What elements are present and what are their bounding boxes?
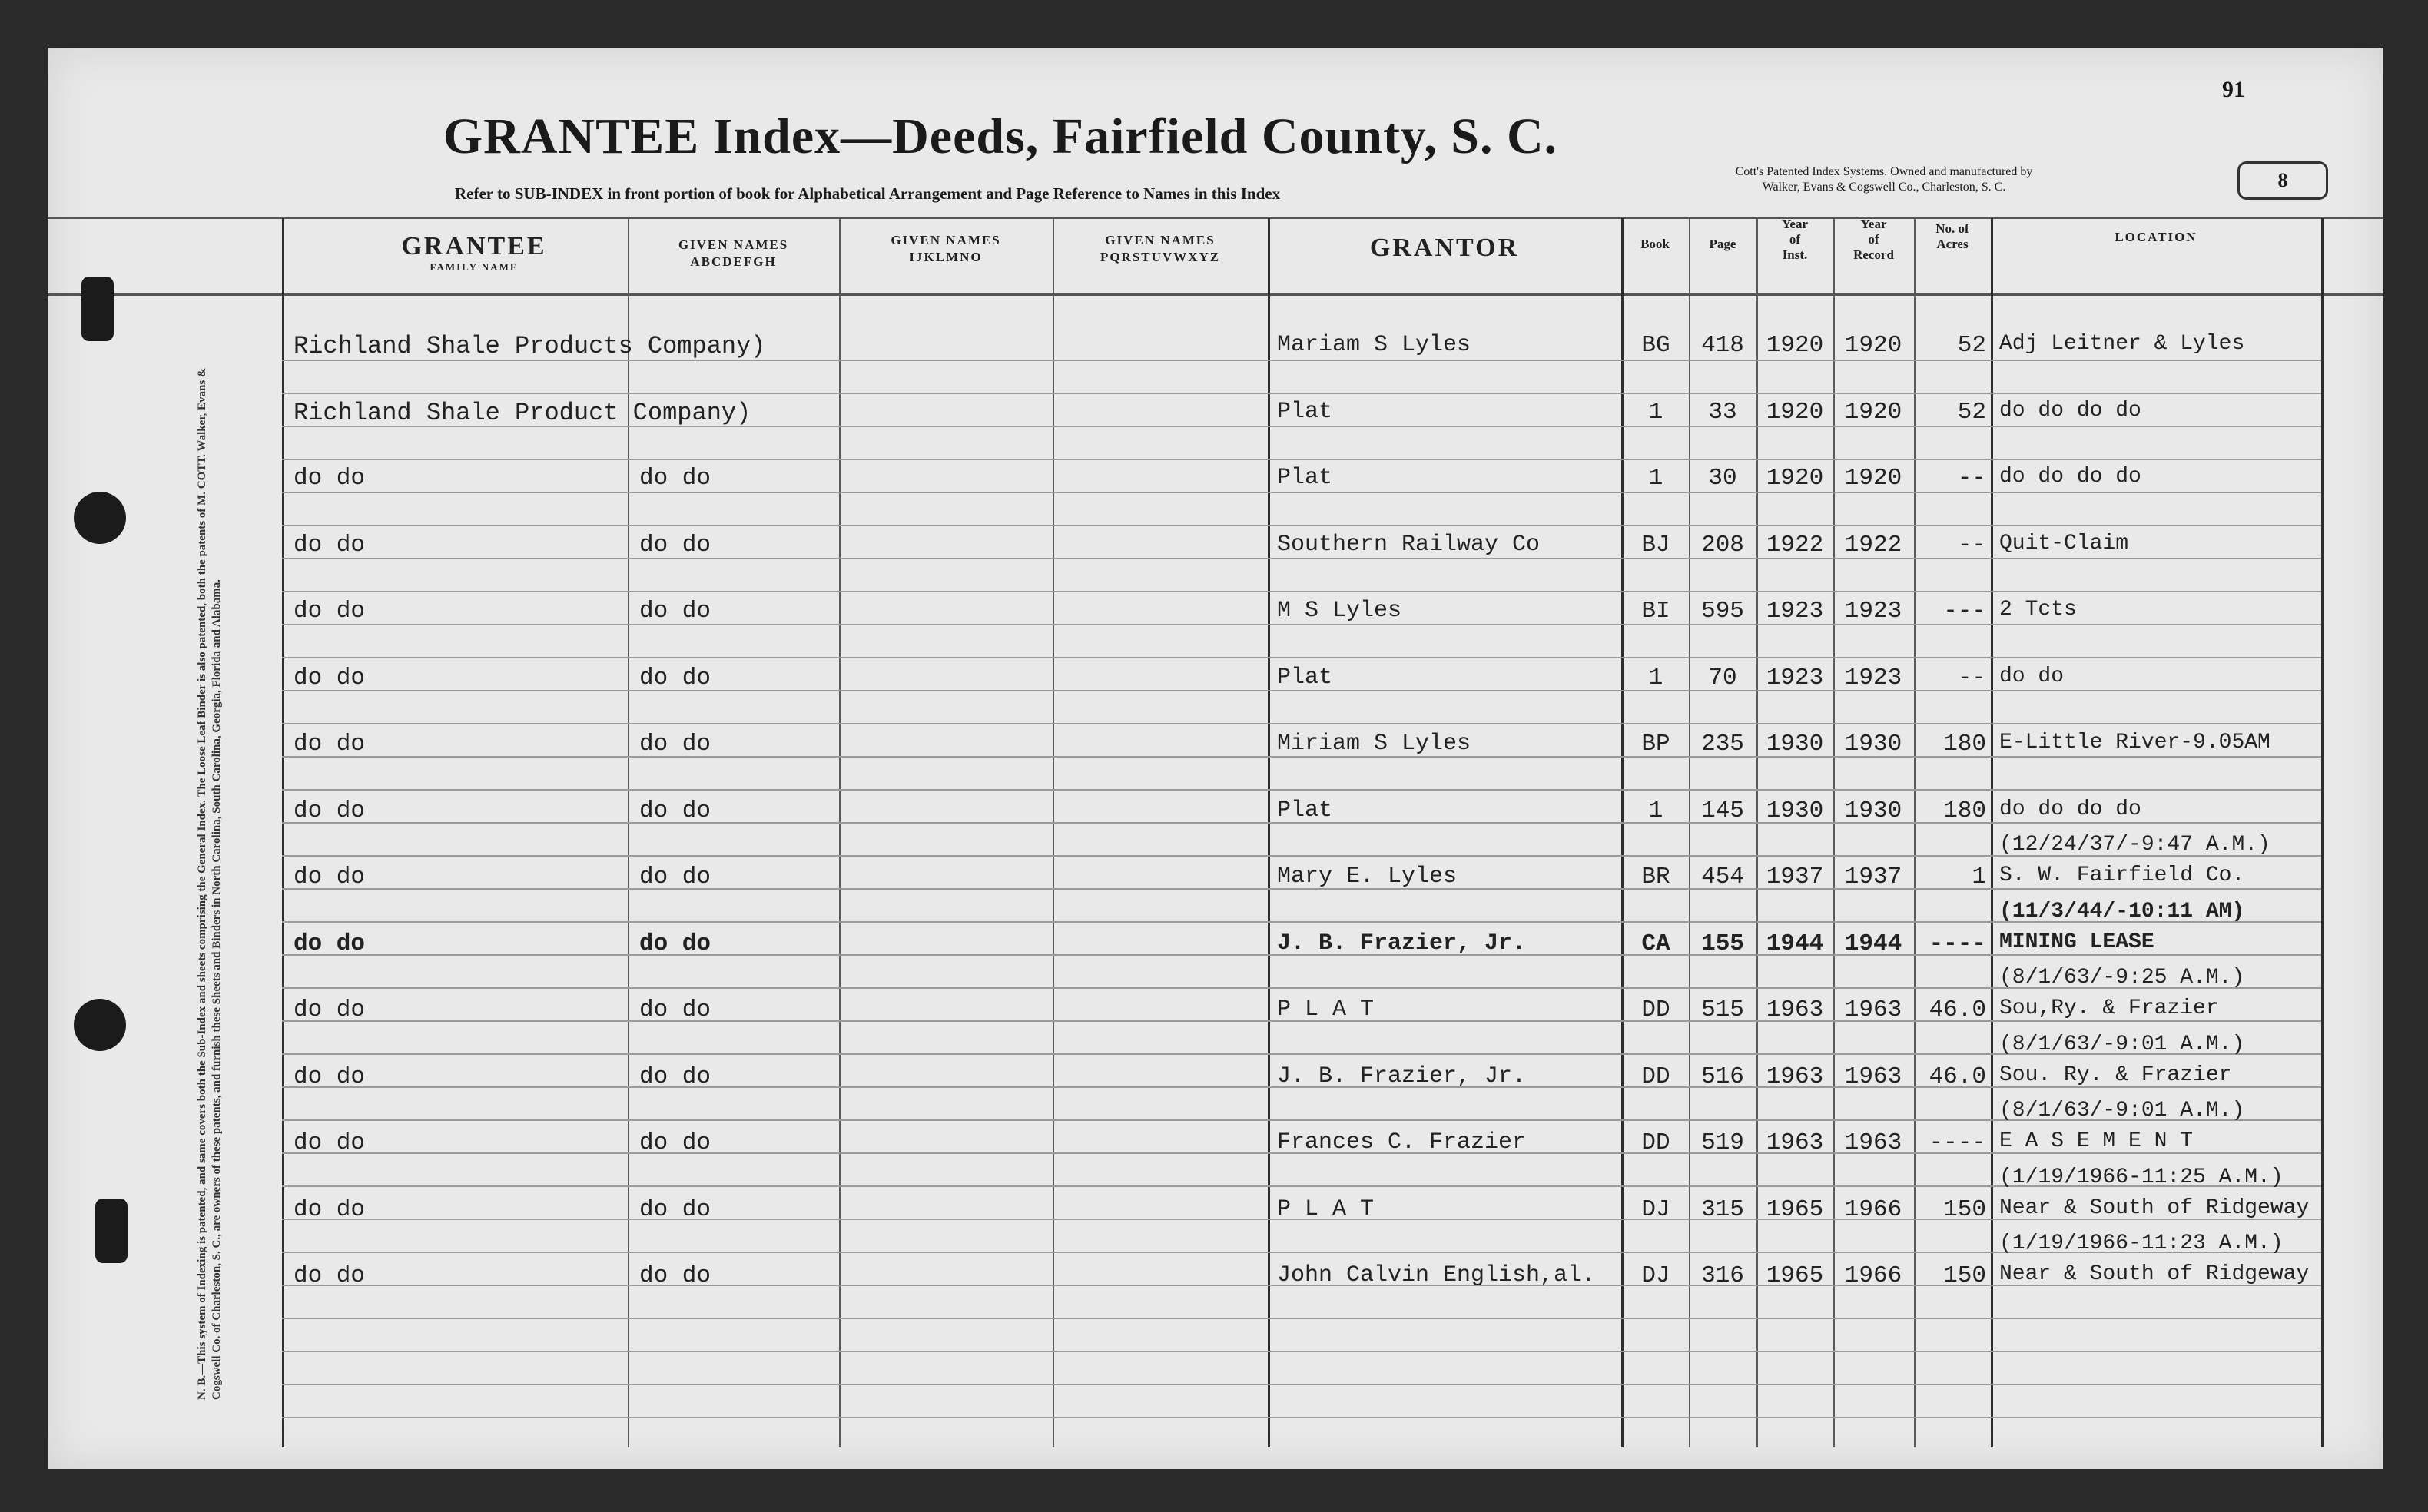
ruled-line [282, 459, 2321, 460]
given-names-label-2: GIVEN NAMES [891, 233, 1001, 247]
acres-cell: 180 [1943, 731, 1986, 758]
acres-line-1: No. of [1935, 221, 1969, 236]
given-names-label-3: GIVEN NAMES [1105, 233, 1216, 247]
grantee-given-cell: do do [639, 864, 711, 890]
location-cell: Quit-Claim [1999, 531, 2129, 555]
given-letters-label-3: PQRSTUVWXYZ [1100, 250, 1221, 264]
year-record-cell: 1922 [1844, 531, 1902, 559]
page-cell: 208 [1701, 531, 1744, 559]
ruled-line [282, 393, 2321, 394]
book-cell: DJ [1641, 1262, 1670, 1289]
grantee-given-cell: do do [639, 930, 711, 957]
location-header: LOCATION [2115, 230, 2197, 244]
col-rule-location [1991, 218, 1993, 1447]
acres-header [1914, 221, 1991, 252]
location-time-cell: (8/1/63/-9:01 A.M.) [1999, 1099, 2245, 1122]
year-inst-cell: 1923 [1766, 598, 1824, 625]
grantor-cell: M S Lyles [1277, 598, 1402, 624]
year-record-cell: 1963 [1844, 1063, 1902, 1090]
location-cell: do do do do [1999, 797, 2141, 821]
year-of-inst-header [1756, 217, 1833, 263]
grantor-cell: Plat [1277, 797, 1333, 824]
year-record-cell: 1966 [1844, 1195, 1902, 1223]
grantee-family-cell: do do [294, 664, 366, 691]
publisher-line-1: Cott's Patented Index Systems. Owned and manufactured by [1735, 165, 2033, 178]
year-inst-cell: 1923 [1766, 664, 1824, 691]
grantee-family-cell: do do [294, 465, 366, 492]
grantee-family-cell: do do [294, 1129, 366, 1156]
book-cell: 1 [1648, 797, 1663, 824]
grantee-given-cell: do do [639, 1262, 711, 1289]
location-time-cell: (11/3/44/-10:11 AM) [1999, 899, 2245, 923]
col-rule-right [2321, 218, 2324, 1447]
acres-cell: 1 [1972, 864, 1986, 890]
year-record-line-1: Year [1860, 217, 1887, 231]
book-cell: DD [1641, 996, 1670, 1023]
ruled-line [282, 1417, 2321, 1418]
grantor-cell: Mary E. Lyles [1277, 864, 1458, 890]
col-rule-given3 [1053, 218, 1054, 1447]
location-cell: do do do do [1999, 465, 2141, 489]
book-cell: 1 [1648, 398, 1663, 426]
year-inst-cell: 1920 [1766, 398, 1824, 426]
year-inst-line-2: of [1789, 232, 1801, 247]
acres-cell: -- [1957, 664, 1986, 691]
ruled-line [282, 591, 2321, 592]
grantee-family-cell: do do [294, 1262, 366, 1289]
ruled-line [282, 1318, 2321, 1319]
grantee-family-cell: do do [294, 1195, 366, 1223]
grantee-given-cell: do do [639, 797, 711, 824]
page-title: GRANTEE Index—Deeds, Fairfield County, S. C. [443, 108, 1558, 164]
acres-cell: 150 [1943, 1195, 1986, 1223]
given-letters-label-1: ABCDEFGH [690, 254, 777, 269]
book-cell: DJ [1641, 1195, 1670, 1223]
grantor-cell: Plat [1277, 465, 1333, 491]
ruled-line [282, 789, 2321, 791]
year-inst-cell: 1930 [1766, 731, 1824, 758]
year-inst-cell: 1963 [1766, 1129, 1824, 1156]
acres-cell: -- [1957, 465, 1986, 492]
grantor-cell: J. B. Frazier, Jr. [1277, 1063, 1527, 1089]
binder-hole-upper [74, 492, 126, 544]
year-inst-cell: 1963 [1766, 996, 1824, 1023]
col-rule-book [1621, 218, 1624, 1447]
col-rule-family [282, 218, 284, 1447]
year-inst-cell: 1922 [1766, 531, 1824, 559]
year-inst-cell: 1965 [1766, 1195, 1824, 1223]
page-cell: 70 [1708, 664, 1737, 691]
year-record-cell: 1963 [1844, 1129, 1902, 1156]
grantee-header-label: GRANTEE [401, 232, 547, 260]
header-bottom-rule [48, 293, 2383, 296]
year-inst-line-3: Inst. [1782, 247, 1808, 262]
grantee-given-cell: do do [639, 1129, 711, 1156]
page-cell: 519 [1701, 1129, 1744, 1156]
given-names-label-1: GIVEN NAMES [678, 237, 789, 252]
year-record-cell: 1920 [1844, 332, 1902, 359]
grantee-given-cell: do do [639, 531, 711, 559]
book-cell: DD [1641, 1063, 1670, 1090]
given-names-a-h-header [628, 237, 839, 270]
year-record-cell: 1963 [1844, 996, 1902, 1023]
grantor-cell: P L A T [1277, 996, 1375, 1023]
book-cell: CA [1641, 930, 1670, 957]
grantee-family-cell: Richland Shale Products Company) [294, 332, 766, 360]
location-time-cell: (8/1/63/-9:25 A.M.) [1999, 966, 2245, 990]
col-rule-grantor [1268, 218, 1270, 1447]
book-cell: BI [1641, 598, 1670, 625]
grantee-given-cell: do do [639, 1195, 711, 1223]
binder-hole-lower [74, 999, 126, 1051]
grantor-cell: P L A T [1277, 1195, 1375, 1222]
binder-slot-top [81, 277, 114, 341]
grantor-cell: John Calvin English,al. [1277, 1262, 1596, 1288]
page-cell: 30 [1708, 465, 1737, 492]
book-cell: 1 [1648, 664, 1663, 691]
year-inst-cell: 1944 [1766, 930, 1824, 957]
side-notice: N. B.—This system of Indexing is patented, and same covers both the Sub-Index and sheets comprising the General Index. The Loose Leaf Binder is also patented, both the patents of M. COTT. Walker, Evans & Cogswell Co. of Charleston, S. C., are owners of these patents, and furnish these Sheets and Binders in North Carolina, South Carolina, Georgia, Florida and Alabama. [196, 367, 223, 1400]
acres-cell: 46.0 [1929, 1063, 1986, 1090]
book-header: Book [1640, 237, 1670, 251]
page-cell: 454 [1701, 864, 1744, 890]
page-header: Page [1709, 237, 1736, 251]
page-cell: 235 [1701, 731, 1744, 758]
location-cell: Sou,Ry. & Frazier [1999, 996, 2219, 1020]
year-record-cell: 1923 [1844, 598, 1902, 625]
grantor-cell: Mariam S Lyles [1277, 332, 1471, 358]
year-record-cell: 1930 [1844, 731, 1902, 758]
grantee-given-cell: do do [639, 664, 711, 691]
grantee-family-cell: do do [294, 731, 366, 758]
page-cell: 155 [1701, 930, 1744, 957]
acres-cell: 150 [1943, 1262, 1986, 1289]
location-cell: do do do do [1999, 398, 2141, 423]
acres-cell: 52 [1957, 332, 1986, 359]
location-time-cell: (1/19/1966-11:23 A.M.) [1999, 1232, 2284, 1255]
book-cell: BG [1641, 332, 1670, 359]
location-cell: Adj Leitner & Lyles [1999, 332, 2245, 356]
page-cell: 315 [1701, 1195, 1744, 1223]
acres-cell: -- [1957, 531, 1986, 559]
acres-cell: --- [1943, 598, 1986, 625]
page-cell: 595 [1701, 598, 1744, 625]
publisher-line-2: Walker, Evans & Cogswell Co., Charleston, S. C. [1762, 181, 2006, 194]
ruled-line [282, 657, 2321, 658]
book-cell: BJ [1641, 531, 1670, 559]
year-of-record-header [1833, 217, 1914, 263]
index-card [48, 48, 2383, 1469]
binder-slot-bottom [95, 1199, 128, 1263]
location-cell: E-Little River-9.05AM [1999, 731, 2270, 754]
grantor-cell: Plat [1277, 398, 1333, 425]
grantee-header [282, 232, 666, 274]
publisher-notice [1646, 164, 2122, 195]
page-cell: 316 [1701, 1262, 1744, 1289]
acres-cell: ---- [1929, 930, 1986, 957]
acres-line-2: Acres [1936, 237, 1969, 251]
year-inst-cell: 1965 [1766, 1262, 1824, 1289]
location-cell: S. W. Fairfield Co. [1999, 864, 2245, 887]
book-cell: BP [1641, 731, 1670, 758]
location-time-cell: (1/19/1966-11:25 A.M.) [1999, 1165, 2284, 1189]
year-inst-cell: 1930 [1766, 797, 1824, 824]
grantee-given-cell: do do [639, 731, 711, 758]
family-name-label: FAMILY NAME [430, 261, 519, 273]
grantee-given-cell: do do [639, 996, 711, 1023]
ruled-line [282, 525, 2321, 526]
grantee-family-cell: do do [294, 930, 366, 957]
given-names-i-o-header [839, 232, 1053, 266]
page-cell: 33 [1708, 398, 1737, 426]
book-cell: DD [1641, 1129, 1670, 1156]
location-cell: E A S E M E N T [1999, 1129, 2194, 1153]
acres-cell: ---- [1929, 1129, 1986, 1156]
grantee-given-cell: do do [639, 598, 711, 625]
grantee-given-cell: do do [639, 465, 711, 492]
year-inst-cell: 1920 [1766, 332, 1824, 359]
year-inst-cell: 1963 [1766, 1063, 1824, 1090]
book-cell: BR [1641, 864, 1670, 890]
grantee-family-cell: do do [294, 1063, 366, 1090]
page-cell: 515 [1701, 996, 1744, 1023]
grantee-given-cell: do do [639, 1063, 711, 1090]
grantor-cell: Frances C. Frazier [1277, 1129, 1527, 1156]
grantee-family-cell: do do [294, 797, 366, 824]
grantor-header: GRANTOR [1369, 234, 1520, 262]
given-letters-label-2: IJKLMNO [909, 250, 983, 264]
year-record-line-3: Record [1853, 247, 1894, 262]
acres-cell: 52 [1957, 398, 1986, 426]
grantor-cell: J. B. Frazier, Jr. [1277, 930, 1527, 957]
location-cell: Near & South of Ridgeway [1999, 1262, 2310, 1286]
year-record-cell: 1930 [1844, 797, 1902, 824]
location-cell: Near & South of Ridgeway [1999, 1195, 2310, 1220]
acres-cell: 180 [1943, 797, 1986, 824]
grantee-family-cell: do do [294, 996, 366, 1023]
page-cell: 145 [1701, 797, 1744, 824]
ruled-line [282, 1351, 2321, 1352]
year-record-cell: 1923 [1844, 664, 1902, 691]
grantor-cell: Miriam S Lyles [1277, 731, 1471, 757]
location-cell: Sou. Ry. & Frazier [1999, 1063, 2232, 1087]
year-inst-cell: 1937 [1766, 864, 1824, 890]
given-names-p-z-header [1053, 232, 1268, 266]
location-cell: do do [1999, 664, 2065, 688]
header-top-rule [48, 217, 2383, 219]
location-time-cell: (12/24/37/-9:47 A.M.) [1999, 833, 2270, 857]
grantee-family-cell: do do [294, 598, 366, 625]
location-time-cell: (8/1/63/-9:01 A.M.) [1999, 1032, 2245, 1056]
year-record-cell: 1920 [1844, 465, 1902, 492]
year-record-cell: 1966 [1844, 1262, 1902, 1289]
year-record-cell: 1937 [1844, 864, 1902, 890]
grantee-family-cell: do do [294, 864, 366, 890]
ruled-line [282, 723, 2321, 724]
year-record-cell: 1920 [1844, 398, 1902, 426]
ruled-line [282, 492, 2321, 493]
volume-badge: 8 [2237, 161, 2328, 200]
grantee-family-cell: do do [294, 531, 366, 559]
location-cell: MINING LEASE [1999, 930, 2154, 954]
year-inst-line-1: Year [1782, 217, 1808, 231]
book-cell: 1 [1648, 465, 1663, 492]
grantee-family-cell: Richland Shale Product Company) [294, 398, 751, 427]
grantor-cell: Southern Railway Co [1277, 531, 1541, 558]
page-number: 91 [2222, 77, 2245, 102]
year-inst-cell: 1920 [1766, 465, 1824, 492]
year-record-line-2: of [1868, 232, 1879, 247]
year-record-cell: 1944 [1844, 930, 1902, 957]
ruled-line [282, 1384, 2321, 1385]
subtitle: Refer to SUB-INDEX in front portion of book for Alphabetical Arrangement and Page Reference to Names in this Index [455, 184, 1281, 203]
acres-cell: 46.0 [1929, 996, 1986, 1023]
page-cell: 516 [1701, 1063, 1744, 1090]
location-cell: 2 Tcts [1999, 598, 2077, 622]
grantor-cell: Plat [1277, 664, 1333, 691]
page-cell: 418 [1701, 332, 1744, 359]
